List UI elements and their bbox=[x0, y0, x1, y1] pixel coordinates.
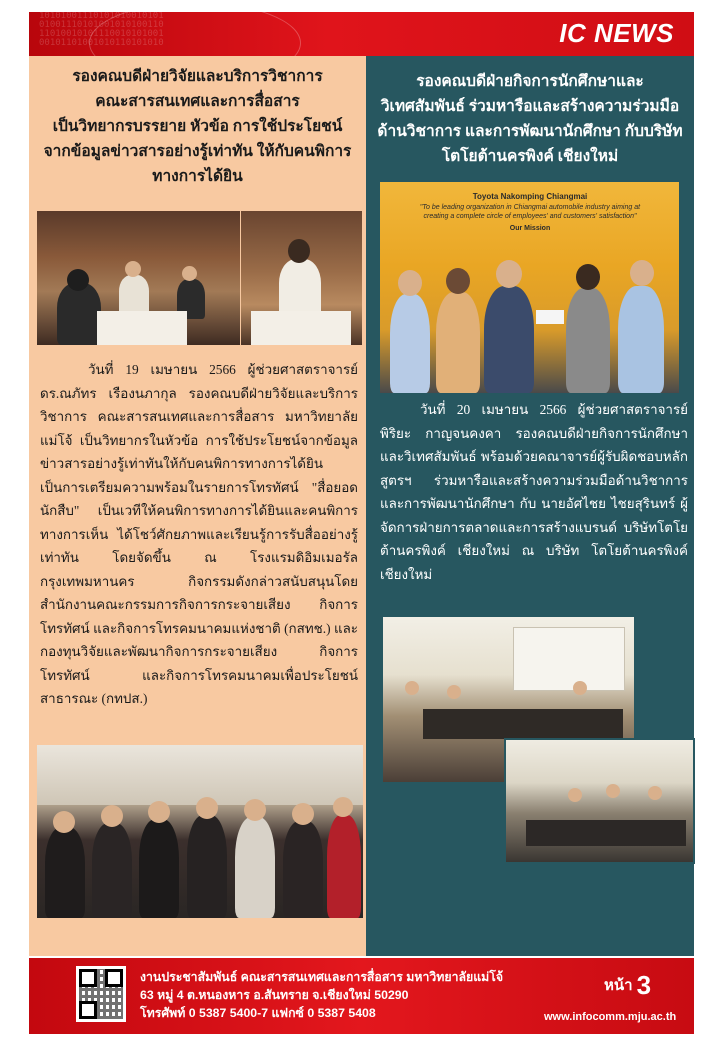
page-label: หน้า bbox=[604, 977, 633, 994]
globe-decoration bbox=[89, 12, 301, 56]
sign-title: Toyota Nakomping Chiangmai bbox=[472, 192, 588, 201]
right-body-text: วันที่ 20 เมษายน 2566 ผู้ช่วยศาสตราจารย์ พิริยะ กาญจนคงคา รองคณบดีฝ่ายกิจการนักศึกษาและวิเทศสัมพันธ์ พร้อมด้วยคณาจารย์ผู้รับผิดชอบหลักสูตรฯ ร่วมหารือและสร้างความร่วมมือด้านวิชาการและการพัฒนานักศึกษา กับ นายอัศไชย ไชยสุรินทร์ ผู้จัดการฝ่ายการตลาดและการสร้างแบรนด์ บริษัทโตโยต้านครพิงค์ เชียงใหม่ ณ บริษัท โตโยต้านครพิงค์ เชียงใหม่ bbox=[380, 402, 688, 582]
audience-head bbox=[67, 269, 89, 291]
person-figure bbox=[436, 292, 480, 393]
speaker-head bbox=[125, 261, 141, 277]
toyota-meeting-photo bbox=[380, 182, 679, 393]
person-head bbox=[244, 799, 266, 821]
speaker-head bbox=[288, 239, 310, 263]
footer-address: 63 หมู่ 4 ต.หนองหาร อ.สันทราย จ.เชียงใหม่ 50290 bbox=[140, 988, 409, 1002]
meeting-room-photo-2 bbox=[504, 738, 695, 864]
person-figure bbox=[139, 819, 179, 918]
lecture-photo-1 bbox=[37, 211, 240, 345]
person-head bbox=[573, 681, 587, 695]
conference-table bbox=[423, 709, 623, 739]
newsletter-title: IC NEWS bbox=[559, 18, 674, 48]
left-headline-text: รองคณบดีฝ่ายวิจัยและบริการวิชาการ คณะสารสนเทศและการสื่อสาร เป็นวิทยากรบรรยาย หัวข้อ การใช้ประโยชน์ จากข้อมูลข่าวสารอย่างรู้เท่าทัน ให้กับคนพิการ ทางการได้ยิน bbox=[43, 68, 352, 185]
footer-phone: โทรศัพท์ 0 5387 5400-7 แฟกซ์ 0 5387 5408 bbox=[140, 1006, 376, 1020]
room-wall bbox=[37, 745, 363, 805]
left-article-headline bbox=[40, 64, 355, 189]
person-figure bbox=[484, 286, 534, 393]
person-head bbox=[101, 805, 123, 827]
person-head bbox=[568, 788, 582, 802]
person-head bbox=[53, 811, 75, 833]
person-figure bbox=[390, 294, 430, 393]
qr-finder bbox=[79, 969, 97, 987]
speaker-figure bbox=[279, 259, 321, 319]
person-head bbox=[196, 797, 218, 819]
person-head bbox=[148, 801, 170, 823]
person-figure bbox=[187, 815, 227, 918]
binary-decoration: 10101001110101010010101 01001110101001010100110 11010010101110010101001 00101101001010110101010 bbox=[39, 12, 164, 48]
lecture-photo-2 bbox=[241, 211, 362, 345]
person-figure bbox=[45, 827, 85, 918]
qr-code[interactable] bbox=[76, 966, 126, 1022]
left-article-body bbox=[40, 358, 358, 711]
person-figure bbox=[327, 815, 361, 918]
speaker-figure bbox=[119, 275, 149, 315]
person-head bbox=[333, 797, 353, 817]
document-handover bbox=[536, 310, 564, 324]
footer-contact bbox=[140, 968, 560, 1022]
audience-figure bbox=[57, 283, 101, 345]
qr-finder bbox=[105, 969, 123, 987]
person-head bbox=[576, 264, 600, 290]
person-head bbox=[405, 681, 419, 695]
person-head bbox=[447, 685, 461, 699]
right-article-headline bbox=[374, 69, 686, 169]
person-figure bbox=[566, 288, 610, 393]
left-body-text: วันที่ 19 เมษายน 2566 ผู้ช่วยศาสตราจารย์ ดร.ณภัทร เรืองนภากุล รองคณบดีฝ่ายวิจัยและบริการวิชาการ คณะสารสนเทศและการสื่อสาร มหาวิทยาลัยแม่โจ้ เป็นวิทยากรในหัวข้อ การใช้ประโยชน์จากข้อมูลข่าวสารอย่างรู้เท่าทันให้กับคนพิการทางการได้ยิน เป็นการเตรียมความพร้อมในรายการโทรทัศน์ "สื่อยอดนักสืบ" เป็นเวทีให้คนพิการทางการได้ยินและคนพิการทางการเห็น ได้โชว์ศักยภาพและเรียนรู้การรับสื่ออย่างรู้เท่าทัน โดยจัดขึ้น ณ โรงแรมดิอิมเมอรัล กรุงเทพมหานคร กิจกรรมดังกล่าวสนับสนุนโดย สำนักงานคณะกรรมการกิจการกระจายเสียง กิจการโทรทัศน์ และกิจการโทรคมนาคมแห่งชาติ (กสทช.) และ กองทุนวิจัยและพัฒนากิจการกระจายเสียง กิจการโทรทัศน์ และกิจการโทรคมนาคมเพื่อประโยชน์สาธารณะ (กทปส.) bbox=[40, 362, 358, 706]
person-head bbox=[398, 270, 422, 296]
attendee-head bbox=[182, 266, 197, 281]
page-number bbox=[604, 970, 651, 1001]
toyota-sign bbox=[410, 192, 650, 233]
qr-finder bbox=[79, 1001, 97, 1019]
person-figure bbox=[235, 817, 275, 918]
person-head bbox=[496, 260, 522, 288]
group-photo bbox=[37, 745, 363, 918]
table-cloth bbox=[97, 311, 187, 345]
footer-office: งานประชาสัมพันธ์ คณะสารสนเทศและการสื่อสาร มหาวิทยาลัยแม่โจ้ bbox=[140, 970, 504, 984]
conference-table bbox=[526, 820, 686, 846]
person-head bbox=[292, 803, 314, 825]
header-banner bbox=[29, 12, 694, 56]
sign-vision: "To be leading organization in Chiangmai automobile industry aiming at creating a complete circle of employees' and customers' satisfaction" bbox=[419, 204, 641, 220]
person-figure bbox=[283, 821, 323, 918]
right-headline-text: รองคณบดีฝ่ายกิจการนักศึกษาและ วิเทศสัมพันธ์ ร่วมหารือและสร้างความร่วมมือ ด้านวิชาการ และการพัฒนานักศึกษา กับบริษัท โตโยต้านครพิงค์ เชียงใหม่ bbox=[377, 73, 683, 165]
person-figure bbox=[618, 286, 664, 393]
page-number-value: 3 bbox=[636, 970, 652, 1000]
person-head bbox=[630, 260, 654, 286]
website-link[interactable]: www.infocomm.mju.ac.th bbox=[544, 1011, 677, 1023]
whiteboard bbox=[513, 627, 625, 691]
person-figure bbox=[92, 823, 132, 918]
sign-mission: Our Mission bbox=[509, 225, 551, 232]
person-head bbox=[446, 268, 470, 294]
right-article-body bbox=[380, 398, 688, 586]
podium-table bbox=[251, 311, 351, 345]
person-head bbox=[606, 784, 620, 798]
person-head bbox=[648, 786, 662, 800]
